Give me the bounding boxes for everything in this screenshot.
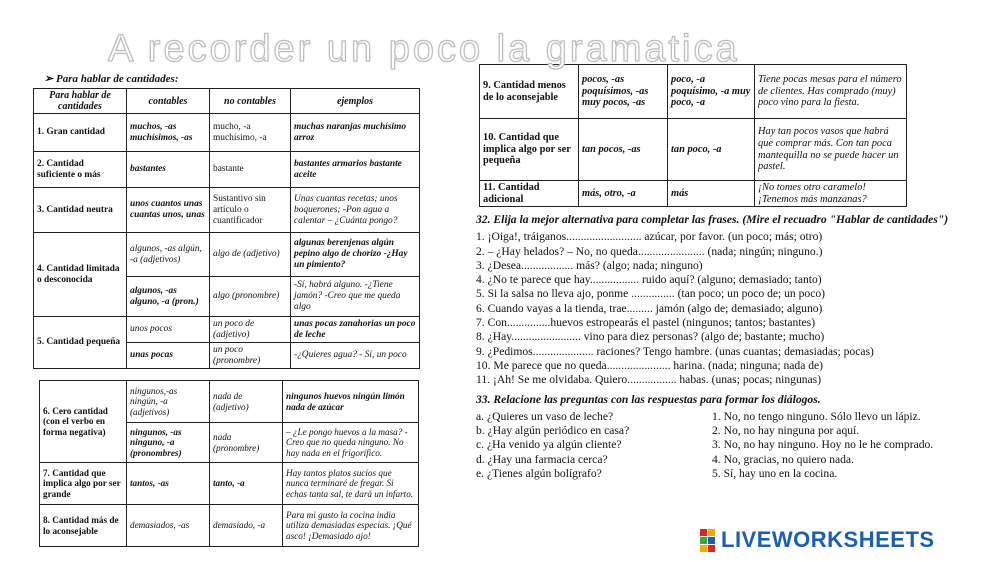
contables-cell: unos pocos xyxy=(127,317,210,343)
exercise-item: 9. ¿Pedimos..................... raciones? Tengo hambre. (unas cuantas; demasiadas; pocas) xyxy=(476,344,874,358)
row-label: 3. Cantidad neutra xyxy=(34,188,127,233)
header-cell: no contables xyxy=(210,89,291,114)
ejemplos-cell: Para mi gusto la cocina india utiliza demasiadas especias. ¡Qué asco! ¡Demasiado ajo! xyxy=(283,505,419,547)
ejemplos-cell: Unas cuantas recetas; unos boquerones; -Pon agua a calentar – ¿Cuánta pongo? xyxy=(291,188,420,233)
exercise-item: 1. ¡Oiga!, tráiganos.......................... azúcar, por favor. (un poco; más; otro) xyxy=(476,230,823,244)
answer-item: 5. Sí, hay uno en la cocina. xyxy=(712,467,838,481)
no-contables-cell: nada de (adjetivo) xyxy=(210,381,283,423)
contables-cell: unos cuantos unas cuantas unos, unas xyxy=(127,188,210,233)
ejemplos-cell: Hay tan pocos vasos que habrá que comprar más. Con tan poca mantequilla no se puede hacer un pastel. xyxy=(755,119,907,181)
quantities-table-right xyxy=(479,64,907,207)
contables-cell: algunos, -as alguno, -a (pron.) xyxy=(127,277,210,317)
no-contables-cell: mucho, -a muchísimo, -a xyxy=(210,114,291,152)
contables-cell: tantos, -as xyxy=(127,463,210,505)
exercise-item: 7. Con...............huevos estropearás el pastel (ningunos; tantos; bastantes) xyxy=(476,316,816,330)
ejemplos-cell: ¡No tomes otro caramelo! ¡Tenemos más manzanas? xyxy=(755,181,907,207)
row-label: 7. Cantidad que implica algo por ser grande xyxy=(40,463,127,505)
exercise-item: 2. – ¿Hay helados? – No, no queda....................... (nada; ningún; ninguno.) xyxy=(476,244,823,258)
no-contables-cell: nada (pronombre) xyxy=(210,423,283,463)
table-row xyxy=(40,505,419,547)
question-item: a. ¿Quieres un vaso de leche? xyxy=(476,409,614,423)
liveworksheets-logo[interactable] xyxy=(700,526,935,554)
answer-item: 3. No, no hay ninguno. Hoy no le he comprado. xyxy=(712,438,934,452)
table-row xyxy=(34,317,420,343)
no-contables-cell: más xyxy=(668,181,755,207)
exercise-32-heading: 32. Elija la mejor alternativa para completar las frases. (Mire el recuadro "Hablar de cantidades") xyxy=(476,213,949,226)
ejemplos-cell: ningunos huevos ningún limón nada de azúcar xyxy=(283,381,419,423)
header-cell: contables xyxy=(127,89,210,114)
row-label: 6. Cero cantidad (con el verbo en forma negativa) xyxy=(40,381,127,463)
no-contables-cell: tan poco, -a xyxy=(668,119,755,181)
ejemplos-cell: bastantes armarios bastante aceite xyxy=(291,152,420,188)
answer-item: 2. No, no hay ninguna por aquí. xyxy=(712,424,860,438)
ejemplos-cell: muchas naranjas muchísimo arroz xyxy=(291,114,420,152)
contables-cell: ningunos,-as ningún, -a (adjetivos) xyxy=(127,381,210,423)
contables-cell: algunos, -as algún, -a (adjetivos) xyxy=(127,233,210,277)
no-contables-cell: demasiado, -a xyxy=(210,505,283,547)
no-contables-cell: tanto, -a xyxy=(210,463,283,505)
no-contables-cell: poco, -a poquísimo, -a muy poco, -a xyxy=(668,65,755,119)
exercises-panel xyxy=(476,213,976,481)
question-item: b. ¿Hay algún periódico en casa? xyxy=(476,424,630,438)
table-row xyxy=(34,114,420,152)
section-heading: ➢ Para hablar de cantidades: xyxy=(44,73,179,85)
exercise-item: 10. Me parece que no queda...................... harina. (nada; ninguna; nada de) xyxy=(476,358,824,372)
row-label: 1. Gran cantidad xyxy=(34,114,127,152)
exercise-item: 5. Si la salsa no lleva ajo, ponme ............... (tan poco; un poco de; un poco) xyxy=(476,287,826,301)
quantities-table-bottom xyxy=(39,380,419,547)
qa-pair xyxy=(476,453,976,467)
quantities-table-left xyxy=(33,88,420,369)
contables-cell: bastantes xyxy=(127,152,210,188)
question-item: d. ¿Hay una farmacia cerca? xyxy=(476,452,608,466)
table-row xyxy=(480,181,907,207)
no-contables-cell: un poco (pronombre) xyxy=(210,343,291,369)
ejemplos-cell: unas pocas zanahorias un poco de leche xyxy=(291,317,420,343)
ejemplos-cell: Hay tantos platos sucios que nunca terminaré de fregar. Si echas tanta sal, te dará un infarto. xyxy=(283,463,419,505)
row-label: 2. Cantidad suficiente o más xyxy=(34,152,127,188)
row-label: 9. Cantidad menos de lo aconsejable xyxy=(480,65,579,119)
table-row xyxy=(34,233,420,277)
exercise-item: 8. ¿Hay........................ vino para diez personas? (algo de; bastante; mucho) xyxy=(476,330,825,344)
exercise-item: 3. ¿Desea.................. más? (algo; nada; ninguno) xyxy=(476,258,703,272)
question-item: c. ¿Ha venido ya algún cliente? xyxy=(476,438,622,452)
answer-item: 4. No, gracias, no quiero nada. xyxy=(712,452,854,466)
table-row xyxy=(40,463,419,505)
contables-cell: más, otro, -a xyxy=(579,181,668,207)
row-label: 10. Cantidad que implica algo por ser pequeña xyxy=(480,119,579,181)
table-row xyxy=(34,188,420,233)
no-contables-cell: algo (pronombre) xyxy=(210,277,291,317)
header-cell: Para hablar de cantidades xyxy=(34,89,127,114)
qa-pair xyxy=(476,438,976,452)
ejemplos-cell: – ¿Le pongo huevos a la masa? - Creo que no queda ninguno. No hay nada en el frigorífico. xyxy=(283,423,419,463)
table-row xyxy=(480,119,907,181)
table-header-row xyxy=(34,89,420,114)
no-contables-cell: un poco de (adjetivo) xyxy=(210,317,291,343)
answer-item: 1. No, no tengo ninguno. Sólo llevo un lápiz. xyxy=(712,409,921,423)
exercise-item: 4. ¿No te parece que hay................. ruido aquí? (alguno; demasiado; tanto) xyxy=(476,273,822,287)
row-label: 4. Cantidad limitada o desconocida xyxy=(34,233,127,317)
contables-cell: unas pocas xyxy=(127,343,210,369)
exercise-item: 6. Cuando vayas a la tienda, trae......... jamón (algo de; demasiado; alguno) xyxy=(476,301,823,315)
contables-cell: muchos, -as muchísimos, -as xyxy=(127,114,210,152)
header-cell: ejemplos xyxy=(291,89,420,114)
contables-cell: pocos, -as poquísimos, -as muy pocos, -as xyxy=(579,65,668,119)
row-label: 11. Cantidad adicional xyxy=(480,181,579,207)
contables-cell: demasiados, -as xyxy=(127,505,210,547)
question-item: e. ¿Tienes algún bolígrafo? xyxy=(476,467,602,481)
table-row xyxy=(34,152,420,188)
exercise-33-heading: 33. Relacione las preguntas con las respuestas para formar los diálogos. xyxy=(476,392,821,406)
no-contables-cell: bastante xyxy=(210,152,291,188)
row-label: 5. Cantidad pequeña xyxy=(34,317,127,369)
exercise-item: 11. ¡Ah! Se me olvidaba. Quiero................. habas. (unas; pocas; ningunas) xyxy=(476,373,822,387)
table-row xyxy=(480,65,907,119)
qa-pair xyxy=(476,467,976,481)
qa-pair xyxy=(476,410,976,424)
table-row xyxy=(40,381,419,423)
logo-text: LIVEWORKSHEETS xyxy=(721,527,935,552)
ejemplos-cell: -¿Quieres agua? - Sí, un poco xyxy=(291,343,420,369)
no-contables-cell: algo de (adjetivo) xyxy=(210,233,291,277)
ejemplos-cell: -Sí, habrá alguno. -¿Tiene jamón? -Creo que me queda algo xyxy=(291,277,420,317)
qa-pair xyxy=(476,424,976,438)
ejemplos-cell: algunas berenjenas algún pepino algo de chorizo -¿Hay un pimiento? xyxy=(291,233,420,277)
contables-cell: tan pocos, -as xyxy=(579,119,668,181)
ejemplos-cell: Tiene pocas mesas para el número de clientes. Has comprado (muy) poco vino para la fiesta. xyxy=(755,65,907,119)
liveworksheets-logo-icon xyxy=(700,529,715,552)
contables-cell: ningunos, -as ninguno, -a (pronombres) xyxy=(127,423,210,463)
row-label: 8. Cantidad más de lo aconsejable xyxy=(40,505,127,547)
no-contables-cell: Sustantivo sin artículo o cuantificador xyxy=(210,188,291,233)
page-title: A recorder un poco la gramatica xyxy=(108,28,740,70)
